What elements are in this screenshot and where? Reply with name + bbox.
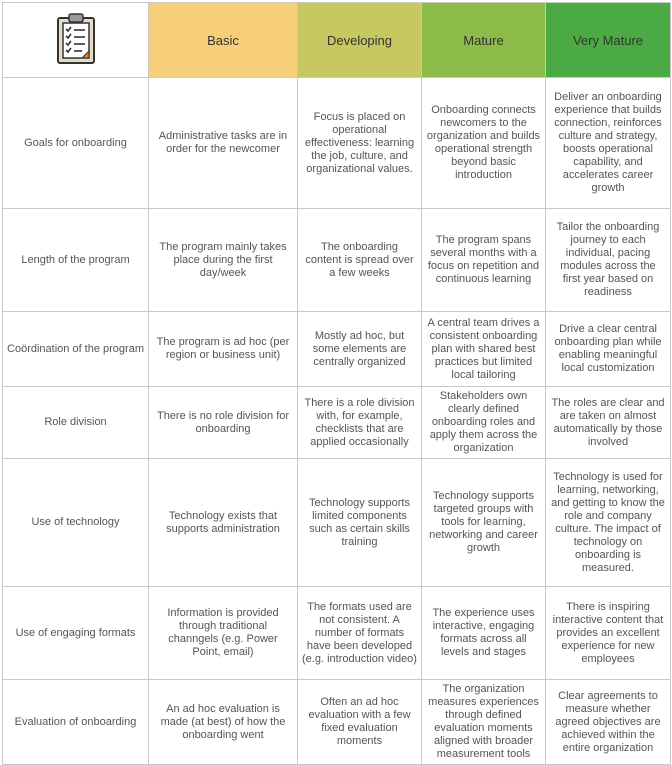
- table-cell: The onboarding content is spread over a few weeks: [298, 209, 422, 312]
- table-cell: Drive a clear central onboarding plan while enabling meaningful local customization: [546, 312, 671, 387]
- table-cell: Technology supports limited components such as certain skills training: [298, 459, 422, 587]
- table-cell: Mostly ad hoc, but some elements are centrally organized: [298, 312, 422, 387]
- table-cell: Technology supports targeted groups with tools for learning, networking and career growth: [422, 459, 546, 587]
- table-row: [3, 387, 671, 459]
- table-row: [3, 78, 671, 209]
- row-label-engaging-formats: Use of engaging formats: [3, 587, 149, 680]
- level-header-developing: Developing: [298, 3, 422, 78]
- onboarding-maturity-table: [2, 2, 671, 765]
- table-cell: The roles are clear and are taken on almost automatically by those involved: [546, 387, 671, 459]
- row-label-role-division: Role division: [3, 387, 149, 459]
- table-cell: There is no role division for onboarding: [149, 387, 298, 459]
- table-row: [3, 209, 671, 312]
- table-row: [3, 587, 671, 680]
- table-cell: Clear agreements to measure whether agreed objectives are achieved within the entire organization: [546, 680, 671, 765]
- row-label-technology: Use of technology: [3, 459, 149, 587]
- table-cell: Often an ad hoc evaluation with a few fixed evaluation moments: [298, 680, 422, 765]
- table-row: [3, 312, 671, 387]
- table-cell: Onboarding connects newcomers to the organization and builds operational strength beyond basic introduction: [422, 78, 546, 209]
- table-cell: The formats used are not consistent. A number of formats have been developed (e.g. introduction video): [298, 587, 422, 680]
- row-label-goals: Goals for onboarding: [3, 78, 149, 209]
- table-cell: There is inspiring interactive content that provides an excellent experience for new employees: [546, 587, 671, 680]
- table-cell: The experience uses interactive, engaging formats across all levels and stages: [422, 587, 546, 680]
- table-cell: Deliver an onboarding experience that builds connection, reinforces culture and strategy, boosts operational capability, and accelerates career growth: [546, 78, 671, 209]
- table-row: [3, 459, 671, 587]
- table-cell: An ad hoc evaluation is made (at best) of how the onboarding went: [149, 680, 298, 765]
- row-label-coordination: Coördination of the program: [3, 312, 149, 387]
- table-cell: A central team drives a consistent onboarding plan with shared best practices but limited local tailoring: [422, 312, 546, 387]
- level-header-basic: Basic: [149, 3, 298, 78]
- table-cell: Stakeholders own clearly defined onboarding roles and apply them across the organization: [422, 387, 546, 459]
- table-cell: The program spans several months with a focus on repetition and continuous learning: [422, 209, 546, 312]
- table-cell: Administrative tasks are in order for the newcomer: [149, 78, 298, 209]
- level-header-very-mature: Very Mature: [546, 3, 671, 78]
- table-cell: There is a role division with, for example, checklists that are applied occasionally: [298, 387, 422, 459]
- table-cell: The program is ad hoc (per region or business unit): [149, 312, 298, 387]
- table-cell: The program mainly takes place during the first day/week: [149, 209, 298, 312]
- level-header-mature: Mature: [422, 3, 546, 78]
- table-cell: Tailor the onboarding journey to each individual, pacing modules across the first year based on readiness: [546, 209, 671, 312]
- table-cell: Technology exists that supports administration: [149, 459, 298, 587]
- header-row: [3, 3, 671, 78]
- table-cell: Information is provided through traditional channgels (e.g. Power Point, email): [149, 587, 298, 680]
- row-label-evaluation: Evaluation of onboarding: [3, 680, 149, 765]
- table-cell: Technology is used for learning, networking, and getting to know the role and company culture. The impact of technology on onboarding is measured.: [546, 459, 671, 587]
- table-row: [3, 680, 671, 765]
- table-cell: Focus is placed on operational effectiveness: learning the job, culture, and organizational values.: [298, 78, 422, 209]
- clipboard-checklist-icon: [56, 13, 96, 67]
- table-cell: The organization measures experiences through defined evaluation moments aligned with broader measurement tools: [422, 680, 546, 765]
- row-label-length: Length of the program: [3, 209, 149, 312]
- corner-icon-cell: [3, 3, 149, 78]
